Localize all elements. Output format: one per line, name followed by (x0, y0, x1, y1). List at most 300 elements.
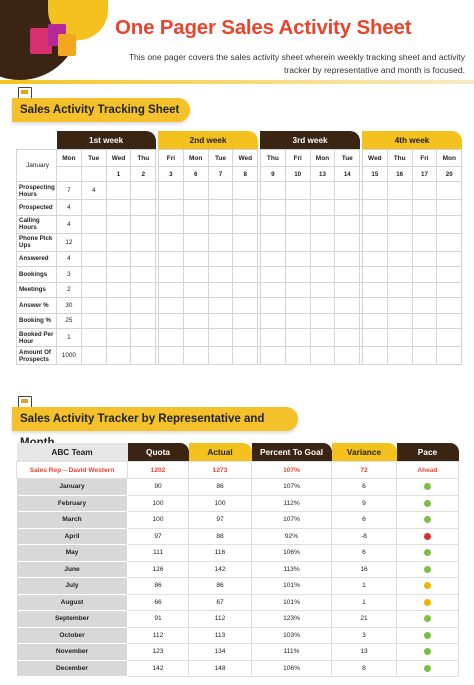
value-cell (183, 233, 208, 251)
percent-cell: 106% (252, 660, 332, 677)
value-cell (412, 182, 437, 200)
day-name: Wed (106, 150, 131, 167)
actual-cell: 148 (189, 660, 252, 677)
value-cell (310, 282, 335, 298)
value-cell (285, 251, 310, 267)
value-cell (208, 313, 233, 329)
pace-status-icon (424, 500, 431, 507)
value-cell (285, 282, 310, 298)
value-cell (131, 233, 156, 251)
value-cell (335, 215, 360, 233)
value-cell (362, 282, 387, 298)
week-header: 4th week (362, 131, 461, 150)
tracking-row (17, 313, 462, 329)
value-cell (310, 267, 335, 283)
pace-cell (397, 495, 459, 512)
month-label: January (17, 479, 128, 496)
value-cell (208, 233, 233, 251)
variance-cell: -8 (332, 528, 397, 545)
quota-cell: 97 (128, 528, 189, 545)
value-cell: 1 (57, 329, 82, 347)
value-cell (81, 251, 106, 267)
day-number: 8 (233, 167, 258, 182)
value-cell (285, 215, 310, 233)
value-cell (362, 298, 387, 314)
value-cell (387, 233, 412, 251)
value-cell (233, 313, 258, 329)
value-cell (260, 200, 285, 216)
rep-summary-row (17, 462, 459, 479)
value-cell (285, 298, 310, 314)
value-cell (158, 298, 183, 314)
variance-cell: 9 (332, 495, 397, 512)
metric-label: Booked Per Hour (17, 329, 57, 347)
pace-cell (397, 512, 459, 529)
day-name: Thu (260, 150, 285, 167)
value-cell: 4 (57, 215, 82, 233)
value-cell (335, 251, 360, 267)
day-number (57, 167, 82, 182)
value-cell (106, 182, 131, 200)
value-cell (412, 200, 437, 216)
quota-cell: 112 (128, 627, 189, 644)
value-cell (285, 233, 310, 251)
tracking-table (16, 131, 462, 365)
value-cell (310, 200, 335, 216)
month-label: February (17, 495, 128, 512)
value-cell (260, 182, 285, 200)
day-name: Mon (310, 150, 335, 167)
value-cell (158, 251, 183, 267)
month-row (17, 561, 459, 578)
value-cell (362, 182, 387, 200)
percent-cell: 112% (252, 495, 332, 512)
value-cell (106, 313, 131, 329)
month-label: July (17, 578, 128, 595)
day-number: 14 (335, 167, 360, 182)
value-cell (437, 200, 462, 216)
percent-cell: 111% (252, 644, 332, 661)
metric-label: Amount Of Prospects (17, 347, 57, 365)
day-number: 10 (285, 167, 310, 182)
column-header: Pace (397, 443, 459, 462)
value-cell (412, 298, 437, 314)
month-label: May (17, 545, 128, 562)
value-cell (437, 182, 462, 200)
value-cell (260, 347, 285, 365)
value-cell (285, 200, 310, 216)
value-cell (158, 347, 183, 365)
month-label: December (17, 660, 128, 677)
percent-cell: 106% (252, 545, 332, 562)
value-cell (387, 282, 412, 298)
value-cell (183, 282, 208, 298)
value-cell (412, 251, 437, 267)
month-row (17, 512, 459, 529)
month-row (17, 660, 459, 677)
column-header: Variance (332, 443, 397, 462)
month-label: January (17, 150, 57, 182)
month-label: August (17, 594, 128, 611)
value-cell (158, 313, 183, 329)
month-row (17, 479, 459, 496)
value-cell (412, 233, 437, 251)
value-cell (260, 215, 285, 233)
value-cell (81, 282, 106, 298)
pace-cell (397, 561, 459, 578)
week-header: 2nd week (158, 131, 257, 150)
value-cell (310, 347, 335, 365)
day-number-row (17, 167, 462, 182)
value-cell (362, 347, 387, 365)
value-cell (362, 329, 387, 347)
pace-status-icon (424, 549, 431, 556)
day-name-row (17, 150, 462, 167)
value-cell (81, 267, 106, 283)
page-title: One Pager Sales Activity Sheet (115, 16, 412, 39)
value-cell (387, 298, 412, 314)
value-cell (158, 215, 183, 233)
value-cell (437, 251, 462, 267)
rep-quota: 1202 (128, 462, 189, 479)
day-name: Fri (285, 150, 310, 167)
rep-variance: 72 (332, 462, 397, 479)
value-cell (208, 182, 233, 200)
value-cell (310, 182, 335, 200)
value-cell (106, 200, 131, 216)
value-cell (183, 329, 208, 347)
variance-cell: 6 (332, 512, 397, 529)
percent-cell: 101% (252, 594, 332, 611)
percent-cell: 123% (252, 611, 332, 628)
value-cell (81, 233, 106, 251)
value-cell (131, 298, 156, 314)
day-number: 1 (106, 167, 131, 182)
value-cell (106, 347, 131, 365)
value-cell (106, 215, 131, 233)
value-cell: 25 (57, 313, 82, 329)
value-cell (412, 313, 437, 329)
month-label: June (17, 561, 128, 578)
pace-cell (397, 578, 459, 595)
day-number: 3 (158, 167, 183, 182)
variance-cell: 8 (332, 660, 397, 677)
value-cell: 2 (57, 282, 82, 298)
value-cell (335, 329, 360, 347)
quota-cell: 126 (128, 561, 189, 578)
value-cell (208, 282, 233, 298)
value-cell (106, 251, 131, 267)
quota-cell: 142 (128, 660, 189, 677)
metric-label: Meetings (17, 282, 57, 298)
value-cell (437, 267, 462, 283)
pace-cell (397, 627, 459, 644)
pace-cell (397, 528, 459, 545)
week-header-row (17, 131, 462, 150)
month-label: April (17, 528, 128, 545)
value-cell (131, 347, 156, 365)
value-cell (260, 267, 285, 283)
value-cell (387, 251, 412, 267)
tracking-row (17, 267, 462, 283)
tracker-table (16, 443, 459, 677)
column-header: Actual (189, 443, 252, 462)
month-row (17, 495, 459, 512)
value-cell (260, 313, 285, 329)
value-cell (387, 215, 412, 233)
value-cell (437, 233, 462, 251)
rep-percent: 107% (252, 462, 332, 479)
value-cell (362, 313, 387, 329)
actual-cell: 134 (189, 644, 252, 661)
value-cell (106, 282, 131, 298)
actual-cell: 86 (189, 479, 252, 496)
value-cell: 4 (57, 200, 82, 216)
tracking-row (17, 233, 462, 251)
month-row (17, 644, 459, 661)
header-divider (0, 80, 474, 84)
tracking-row (17, 200, 462, 216)
quota-cell: 91 (128, 611, 189, 628)
actual-cell: 100 (189, 495, 252, 512)
day-name: Fri (412, 150, 437, 167)
value-cell: 30 (57, 298, 82, 314)
pace-status-icon (424, 533, 431, 540)
pace-cell (397, 660, 459, 677)
column-header: Quota (128, 443, 189, 462)
column-header: ABC Team (17, 443, 128, 462)
tracker-header-row (17, 443, 459, 462)
value-cell (81, 298, 106, 314)
month-label: November (17, 644, 128, 661)
pace-status-icon (424, 566, 431, 573)
month-row (17, 528, 459, 545)
value-cell (208, 329, 233, 347)
actual-cell: 97 (189, 512, 252, 529)
day-name: Mon (183, 150, 208, 167)
value-cell (183, 313, 208, 329)
value-cell (183, 215, 208, 233)
value-cell (233, 215, 258, 233)
week-header: 3rd week (260, 131, 359, 150)
day-name: Thu (131, 150, 156, 167)
corner-cell (17, 131, 57, 150)
variance-cell: 6 (332, 479, 397, 496)
actual-cell: 116 (189, 545, 252, 562)
day-name: Tue (81, 150, 106, 167)
value-cell (412, 329, 437, 347)
percent-cell: 101% (252, 578, 332, 595)
value-cell (158, 200, 183, 216)
value-cell (106, 298, 131, 314)
value-cell (285, 329, 310, 347)
variance-cell: 16 (332, 561, 397, 578)
tracking-row (17, 329, 462, 347)
value-cell (285, 313, 310, 329)
value-cell (131, 282, 156, 298)
value-cell (233, 182, 258, 200)
value-cell (437, 347, 462, 365)
value-cell (233, 329, 258, 347)
value-cell: 4 (81, 182, 106, 200)
day-number: 15 (362, 167, 387, 182)
month-label: October (17, 627, 128, 644)
value-cell (387, 347, 412, 365)
value-cell (335, 200, 360, 216)
variance-cell: 6 (332, 545, 397, 562)
day-number: 2 (131, 167, 156, 182)
day-number: 17 (412, 167, 437, 182)
value-cell (233, 233, 258, 251)
value-cell (387, 313, 412, 329)
value-cell (285, 182, 310, 200)
value-cell (131, 215, 156, 233)
value-cell (81, 313, 106, 329)
pace-status-icon (424, 615, 431, 622)
value-cell (335, 298, 360, 314)
value-cell (437, 329, 462, 347)
pace-status-icon (424, 648, 431, 655)
quota-cell: 66 (128, 594, 189, 611)
rep-name: Sales Rep – David Western (17, 462, 128, 479)
value-cell (387, 200, 412, 216)
tracker-section-title: Sales Activity Tracker by Representative and (12, 407, 298, 431)
value-cell (412, 267, 437, 283)
day-number (81, 167, 106, 182)
value-cell (158, 182, 183, 200)
value-cell (412, 215, 437, 233)
month-row (17, 611, 459, 628)
percent-cell: 107% (252, 512, 332, 529)
value-cell (131, 200, 156, 216)
pace-status-icon (424, 599, 431, 606)
value-cell (208, 267, 233, 283)
value-cell (81, 329, 106, 347)
value-cell (310, 298, 335, 314)
variance-cell: 13 (332, 644, 397, 661)
value-cell (260, 298, 285, 314)
actual-cell: 113 (189, 627, 252, 644)
value-cell (335, 347, 360, 365)
quota-cell: 86 (128, 578, 189, 595)
metric-label: Booking % (17, 313, 57, 329)
value-cell (233, 251, 258, 267)
value-cell (335, 313, 360, 329)
value-cell (183, 182, 208, 200)
value-cell (158, 233, 183, 251)
month-row (17, 627, 459, 644)
value-cell (208, 347, 233, 365)
tracking-section-title: Sales Activity Tracking Sheet (12, 98, 190, 122)
value-cell (260, 233, 285, 251)
tracking-row (17, 182, 462, 200)
actual-cell: 88 (189, 528, 252, 545)
value-cell (208, 251, 233, 267)
variance-cell: 1 (332, 578, 397, 595)
value-cell (233, 200, 258, 216)
day-number: 7 (208, 167, 233, 182)
value-cell (362, 200, 387, 216)
value-cell (158, 329, 183, 347)
value-cell (106, 267, 131, 283)
value-cell (335, 233, 360, 251)
variance-cell: 1 (332, 594, 397, 611)
value-cell (81, 215, 106, 233)
day-name: Tue (335, 150, 360, 167)
value-cell (437, 298, 462, 314)
day-name: Fri (158, 150, 183, 167)
value-cell (183, 347, 208, 365)
value-cell (131, 329, 156, 347)
value-cell (233, 282, 258, 298)
quota-cell: 111 (128, 545, 189, 562)
month-label: March (17, 512, 128, 529)
day-number: 16 (387, 167, 412, 182)
metric-label: Bookings (17, 267, 57, 283)
pace-status-icon (424, 516, 431, 523)
pace-status-icon (424, 632, 431, 639)
percent-cell: 113% (252, 561, 332, 578)
value-cell (183, 298, 208, 314)
variance-cell: 3 (332, 627, 397, 644)
value-cell (437, 282, 462, 298)
pace-cell (397, 545, 459, 562)
day-name: Mon (57, 150, 82, 167)
value-cell (106, 329, 131, 347)
value-cell (412, 282, 437, 298)
value-cell (412, 347, 437, 365)
tracking-row (17, 282, 462, 298)
pace-status-icon (424, 582, 431, 589)
value-cell (335, 267, 360, 283)
day-name: Wed (362, 150, 387, 167)
value-cell (285, 347, 310, 365)
value-cell (362, 267, 387, 283)
day-name: Tue (208, 150, 233, 167)
tracking-row (17, 215, 462, 233)
value-cell (310, 329, 335, 347)
day-number: 6 (183, 167, 208, 182)
value-cell (208, 215, 233, 233)
value-cell (131, 313, 156, 329)
week-header: 1st week (57, 131, 156, 150)
value-cell (81, 200, 106, 216)
pace-cell (397, 644, 459, 661)
metric-label: Prospecting Hours (17, 182, 57, 200)
rep-actual: 1273 (189, 462, 252, 479)
day-name: Mon (437, 150, 462, 167)
rep-pace: Ahead (397, 462, 459, 479)
month-row (17, 545, 459, 562)
value-cell: 3 (57, 267, 82, 283)
value-cell (260, 251, 285, 267)
quota-cell: 90 (128, 479, 189, 496)
value-cell (310, 233, 335, 251)
pace-status-icon (424, 483, 431, 490)
value-cell (335, 182, 360, 200)
day-number: 20 (437, 167, 462, 182)
actual-cell: 142 (189, 561, 252, 578)
column-header: Percent To Goal (252, 443, 332, 462)
value-cell (158, 282, 183, 298)
value-cell (208, 200, 233, 216)
day-number: 9 (260, 167, 285, 182)
value-cell (183, 267, 208, 283)
value-cell (362, 215, 387, 233)
pace-cell (397, 594, 459, 611)
tracking-row (17, 298, 462, 314)
value-cell (81, 347, 106, 365)
